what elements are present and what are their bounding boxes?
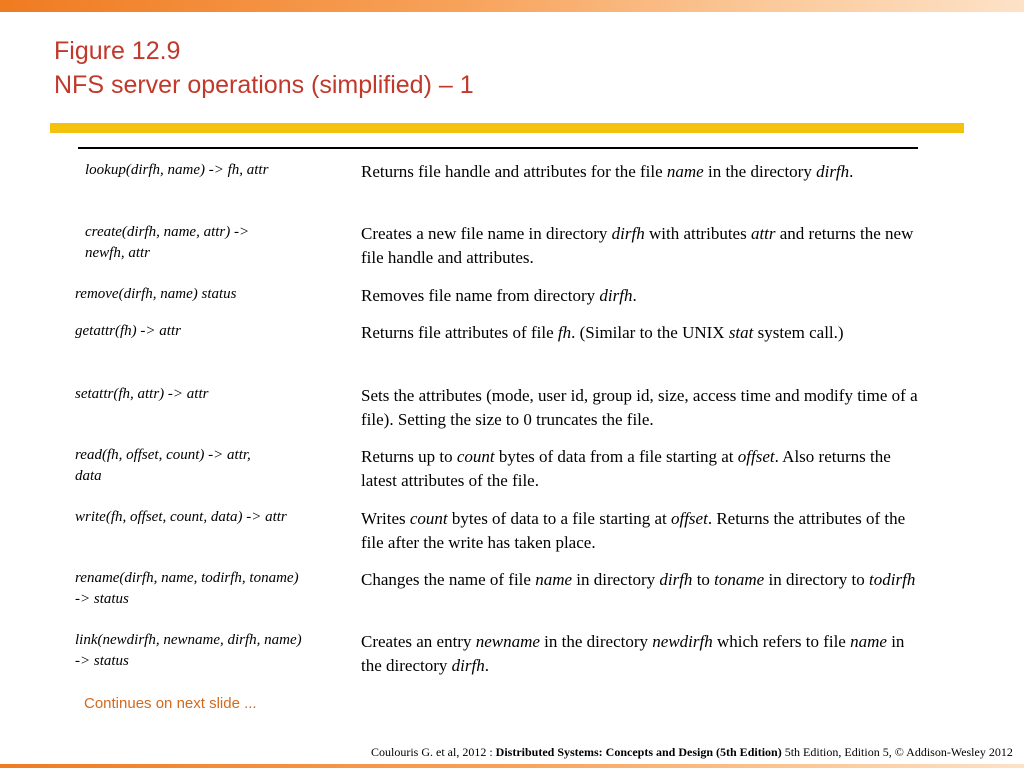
description-text: Returns file attributes of file xyxy=(361,323,558,342)
continue-note: Continues on next slide ... xyxy=(84,695,257,712)
operation-description xyxy=(361,445,921,493)
description-text: . Returns the attributes of the file after the write has taken place. xyxy=(361,509,906,552)
operation-signature: rename(dirfh, name, todirfh, toname) -> status xyxy=(75,570,299,607)
description-term: dirfh xyxy=(816,162,850,181)
operation-description xyxy=(361,222,921,270)
description-term: attr xyxy=(750,224,776,243)
operation-signature: link(newdirfh, newname, dirfh, name) -> status xyxy=(75,632,302,669)
description-text: . xyxy=(849,162,854,181)
footer-edition: 5th Edition, Edition 5, © Addison-Wesley 2012 xyxy=(781,745,1013,759)
table-top-rule xyxy=(78,147,918,149)
description-text: Writes xyxy=(361,509,410,528)
description-text: in the directory xyxy=(539,632,653,651)
operation-description xyxy=(361,321,921,345)
description-text: Returns up to xyxy=(361,447,457,466)
operation-signature: create(dirfh, name, attr) -> newfh, attr xyxy=(85,224,250,261)
operation-description xyxy=(361,568,921,592)
description-text: to xyxy=(692,570,715,589)
operation-signature: setattr(fh, attr) -> attr xyxy=(75,386,209,402)
description-text: Sets the attributes (mode, user id, group id, size, access time and modify time of a file). Setting the size to 0 truncates the file. xyxy=(361,386,918,429)
description-term: dirfh xyxy=(599,286,633,305)
description-text: in the directory xyxy=(361,632,905,675)
description-text: which refers to file xyxy=(712,632,851,651)
description-text: and returns the new file handle and attributes. xyxy=(361,224,914,267)
description-text: in directory xyxy=(572,570,660,589)
description-text: . (Similar to the UNIX xyxy=(571,323,729,342)
description-term: name xyxy=(666,162,704,181)
description-term: dirfh xyxy=(611,224,645,243)
description-text: Creates an entry xyxy=(361,632,476,651)
description-term: dirfh xyxy=(659,570,693,589)
operation-description xyxy=(361,384,921,432)
description-term: dirfh xyxy=(451,656,485,675)
description-term: newname xyxy=(475,632,540,651)
description-text: . xyxy=(632,286,637,305)
footer-authors: Coulouris G. et al, 2012 : xyxy=(371,745,496,759)
description-text: Returns file handle and attributes for the file xyxy=(361,162,667,181)
description-term: count xyxy=(409,509,448,528)
description-text: with attributes xyxy=(644,224,751,243)
description-text: Removes file name from directory xyxy=(361,286,600,305)
description-term: newdirfh xyxy=(652,632,713,651)
operation-description xyxy=(361,284,921,308)
operation-signature: getattr(fh) -> attr xyxy=(75,323,181,339)
description-term: offset xyxy=(670,509,708,528)
operation-description xyxy=(361,630,921,678)
description-text: in directory to xyxy=(764,570,870,589)
description-term: name xyxy=(535,570,573,589)
description-term: fh xyxy=(557,323,572,342)
operation-description xyxy=(361,507,921,555)
description-term: toname xyxy=(714,570,765,589)
title-line-2: NFS server operations (simplified) – 1 xyxy=(54,71,474,99)
description-text: . Also returns the latest attributes of the file. xyxy=(361,447,891,490)
description-term: offset xyxy=(737,447,775,466)
description-term: name xyxy=(850,632,887,651)
description-term: count xyxy=(456,447,495,466)
description-term: stat xyxy=(728,323,754,342)
description-text: system call.) xyxy=(753,323,844,342)
description-text: Creates a new file name in directory xyxy=(361,224,612,243)
description-text: bytes of data from a file starting at xyxy=(494,447,738,466)
description-text: bytes of data to a file starting at xyxy=(447,509,671,528)
description-text: in the directory xyxy=(703,162,817,181)
operation-signature: lookup(dirfh, name) -> fh, attr xyxy=(85,162,269,178)
operation-signature: write(fh, offset, count, data) -> attr xyxy=(75,509,287,525)
bottom-accent-bar xyxy=(0,764,1024,768)
operation-description xyxy=(361,160,921,184)
citation-footer xyxy=(371,745,1021,760)
description-term: todirfh xyxy=(869,570,916,589)
title-line-1: Figure 12.9 xyxy=(54,37,181,65)
description-text: Changes the name of file xyxy=(361,570,536,589)
top-accent-bar xyxy=(0,0,1024,12)
title-underline-bar xyxy=(50,123,964,133)
description-text: . xyxy=(484,656,489,675)
slide-title xyxy=(54,34,474,102)
footer-book-title: Distributed Systems: Concepts and Design (5th Edition) xyxy=(495,745,782,759)
operation-signature: read(fh, offset, count) -> attr, data xyxy=(75,447,251,484)
operation-signature: remove(dirfh, name) status xyxy=(75,286,237,302)
